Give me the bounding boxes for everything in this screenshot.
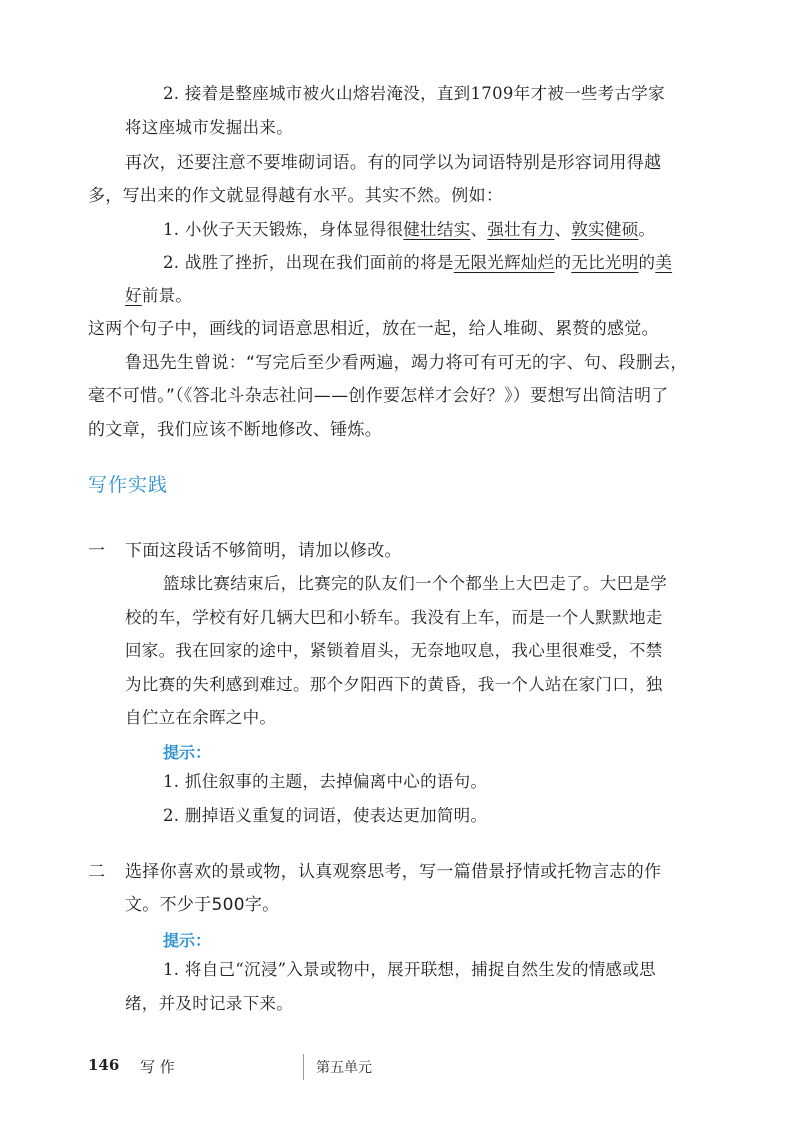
underlined-phrase: 强壮有力 <box>487 220 555 239</box>
sentence-text: 的 <box>638 253 656 272</box>
passage-line: 校的车，学校有好几辆大巴和小轿车。我没有上车，而是一个人默默地走 <box>125 608 663 627</box>
sentence-text: 前景。 <box>141 286 193 305</box>
example-sentence-1 <box>163 218 655 242</box>
section-title: 写作实践 <box>88 474 169 496</box>
sentence-text: 、 <box>470 220 488 239</box>
sentence-text: 的 <box>554 253 572 272</box>
example-sentence-2-cont <box>125 284 192 308</box>
body-paragraph: 多，写出来的作文就显得越有水平。其实不然。例如： <box>88 186 504 206</box>
footer-unit: 第五单元 <box>316 1060 372 1076</box>
underlined-phrase: 好 <box>125 286 142 305</box>
page-number: 146 <box>88 1056 120 1074</box>
sentence-text: 、 <box>554 220 572 239</box>
body-paragraph: 毫不可惜。”（《答北斗杂志社问——创作要怎样才会好？》）要想写出简洁明了 <box>88 386 669 406</box>
passage-line: 篮球比赛结束后，比赛完的队友们一个个都坐上大巴走了。大巴是学 <box>163 574 667 593</box>
example-sentence-2 <box>163 251 672 275</box>
task-number: 一 <box>88 541 106 561</box>
body-paragraph: 的文章，我们应该不断地修改、锤炼。 <box>88 420 383 440</box>
tip-item: 1. 将自己“沉浸”入景或物中，展开联想，捕捉自然生发的情感或思 <box>163 960 656 979</box>
underlined-phrase: 美 <box>655 253 673 272</box>
task-instruction: 文。不少于500字。 <box>125 895 280 915</box>
underlined-phrase: 健壮结实 <box>403 220 471 239</box>
footer-section: 写 作 <box>140 1058 175 1076</box>
body-paragraph: 再次，还要注意不要堆砌词语。有的同学以为词语特别是形容词用得越 <box>125 153 662 173</box>
sentence-text: 2. 战胜了挫折，出现在我们面前的将是 <box>163 253 454 272</box>
task-number: 二 <box>88 862 106 882</box>
footer-divider <box>303 1054 304 1080</box>
passage-line: 自伫立在余晖之中。 <box>125 708 277 727</box>
tip-item: 2. 删掉语义重复的词语，使表达更加简明。 <box>163 806 488 825</box>
passage-line: 为比赛的失利感到难过。那个夕阳西下的黄昏，我一个人站在家门口，独 <box>125 675 663 694</box>
task-instruction: 下面这段话不够简明，请加以修改。 <box>125 541 402 561</box>
example-line: 2. 接着是整座城市被火山熔岩淹没，直到1709年才被一些考古学家 <box>163 84 665 103</box>
example-line: 将这座城市发掘出来。 <box>125 118 293 137</box>
tip-item: 1. 抓住叙事的主题，去掉偏离中心的语句。 <box>163 772 488 791</box>
tip-label: 提示： <box>163 743 212 762</box>
sentence-text: 。 <box>638 220 656 239</box>
tip-label: 提示： <box>163 931 212 950</box>
body-paragraph: 这两个句子中，画线的词语意思相近，放在一起，给人堆砌、累赘的感觉。 <box>88 319 659 339</box>
body-paragraph: 鲁迅先生曾说：“写完后至少看两遍，竭力将可有可无的字、句、段删去， <box>125 353 688 373</box>
underlined-phrase: 无限光辉灿烂 <box>453 253 555 272</box>
tip-item: 绪，并及时记录下来。 <box>125 994 293 1013</box>
underlined-phrase: 敦实健硕 <box>571 220 639 239</box>
underlined-phrase: 无比光明 <box>571 253 639 272</box>
passage-line: 回家。我在回家的途中，紧锁着眉头，无奈地叹息，我心里很难受，不禁 <box>125 641 663 660</box>
sentence-text: 1. 小伙子天天锻炼，身体显得很 <box>163 220 404 239</box>
task-instruction: 选择你喜欢的景或物，认真观察思考，写一篇借景抒情或托物言志的作 <box>125 862 662 882</box>
